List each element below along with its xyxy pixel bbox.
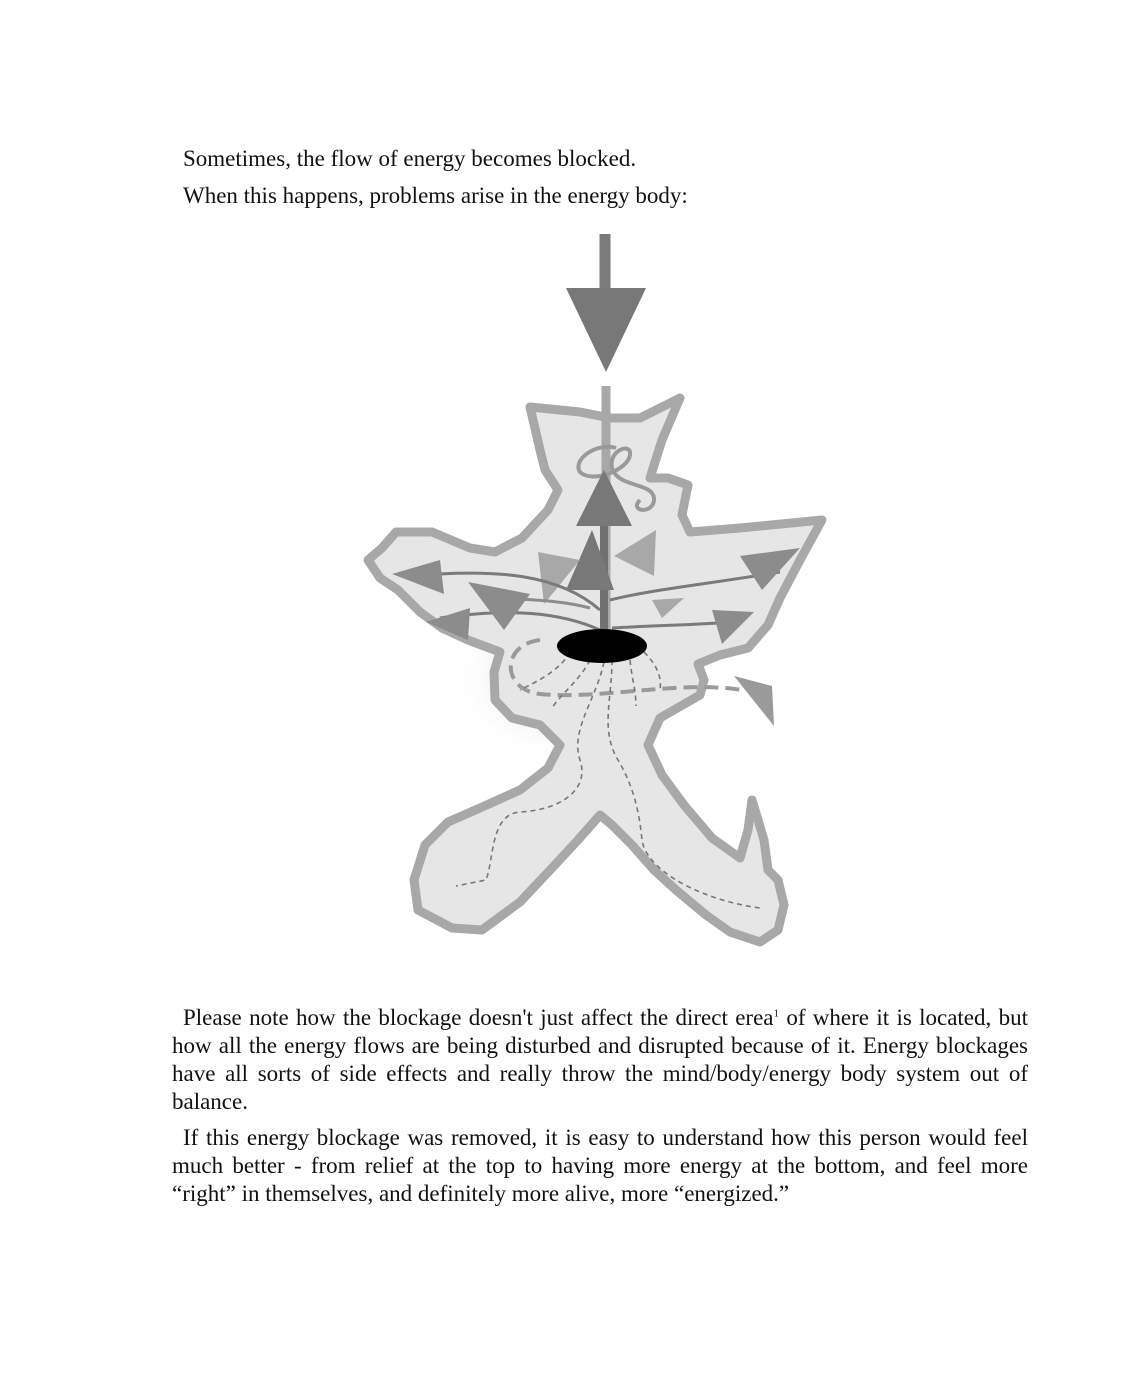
intro-line-2: When this happens, problems arise in the energy body:	[183, 183, 688, 208]
paragraph-blockage-effects: Please note how the blockage doesn't just affect the direct erea$^1$ of where it is located, but how all the energy flows are being disturbed and disrupted because of it. Energy blockages have all sorts of side effects and really throw the mind/body/energy body system out of balance.	[172, 1005, 1028, 1114]
paragraph-blockage-removed: If this energy blockage was removed, it is easy to understand how this person would feel much better - from relief at the top to having more energy at the bottom, and feel more “right” in themselves, and definitely more alive, more “energized.”	[172, 1125, 1028, 1206]
energy-body-silhouette	[368, 398, 822, 942]
energy-blockage	[557, 629, 647, 663]
footnote-marker: 1	[773, 1007, 779, 1020]
disrupted-flow-arrowhead	[734, 676, 774, 726]
body-text	[172, 1004, 1028, 1216]
intro-text	[183, 140, 688, 214]
energy-body-illustration	[340, 225, 840, 965]
incoming-energy-arrowhead	[566, 288, 646, 372]
intro-line-1: Sometimes, the flow of energy becomes blocked.	[183, 146, 637, 171]
